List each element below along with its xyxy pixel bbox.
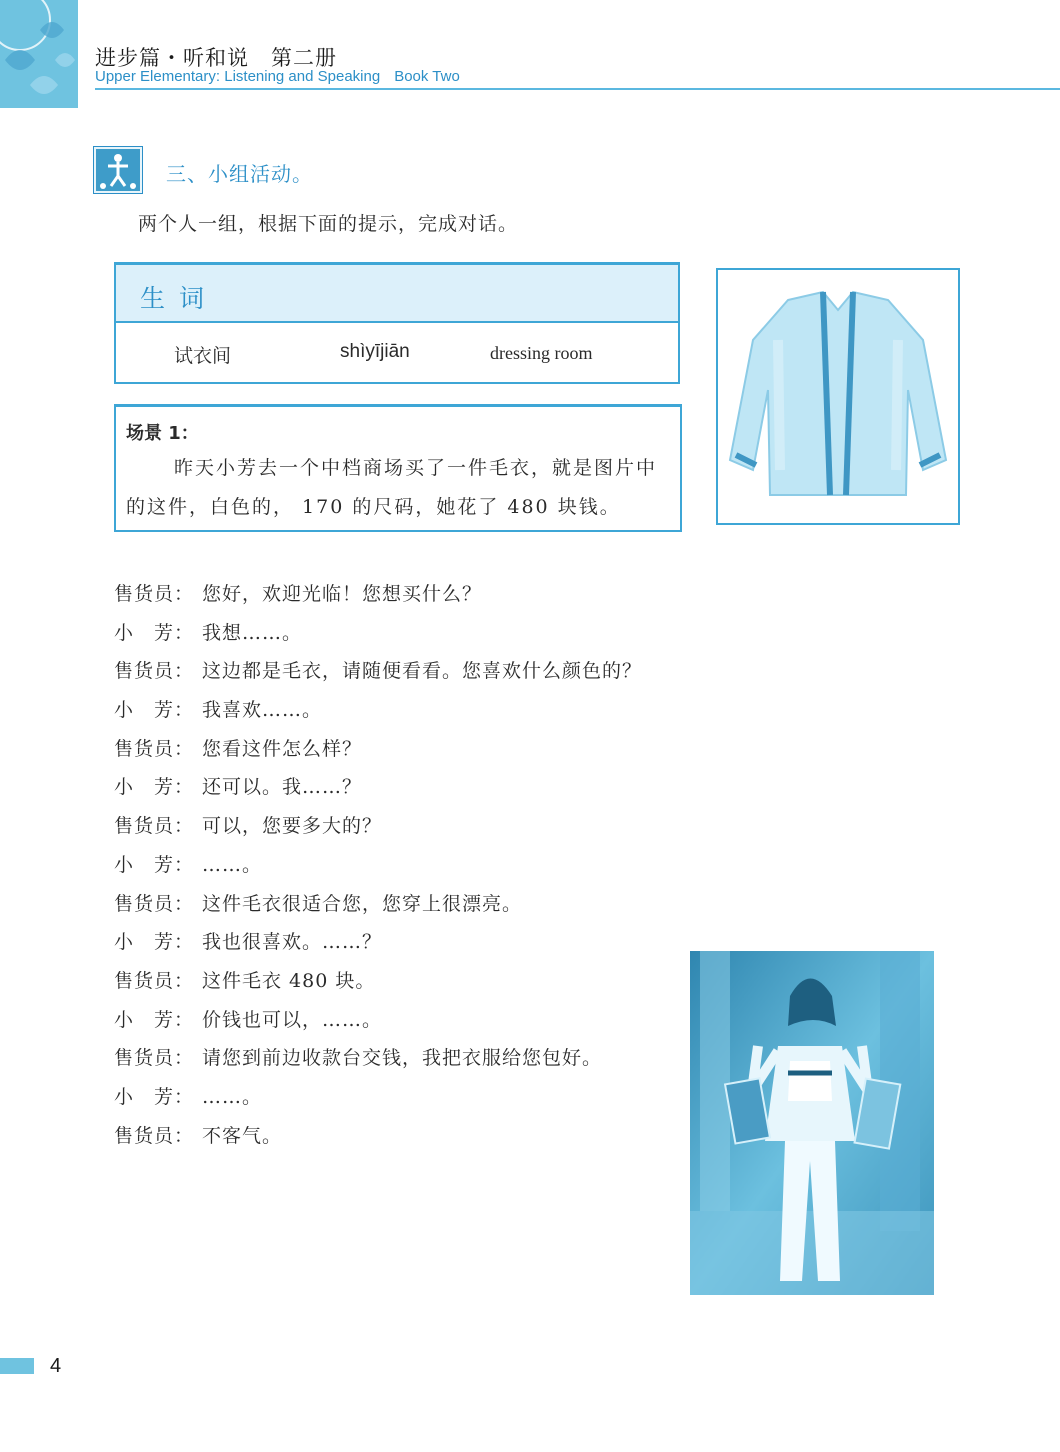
speaker: 售货员： — [114, 660, 195, 683]
vocab-pinyin: shìyījiān — [340, 341, 410, 362]
speaker: 售货员： — [114, 1124, 195, 1147]
header-subtitle-en: Upper Elementary: Listening and Speaking — [95, 68, 381, 85]
utterance: 这边都是毛衣，请随便看看。您喜欢什么颜色的？ — [202, 660, 643, 683]
header-divider — [95, 88, 1060, 90]
utterance: 我想……。 — [202, 621, 303, 644]
dialogue-line — [114, 614, 642, 653]
speaker: 小 芳： — [114, 931, 195, 954]
vocab-word: 试衣间 — [174, 345, 232, 367]
utterance: 不客气。 — [202, 1124, 283, 1147]
speaker: 售货员： — [114, 969, 195, 992]
dialogue — [114, 575, 642, 1155]
dialogue-line — [114, 1117, 642, 1156]
header-subtitle — [95, 68, 460, 85]
utterance: 您看这件怎么样？ — [202, 737, 363, 760]
page-number-bar — [0, 1358, 34, 1374]
header-title: 进步篇・听和说 第二册 — [95, 46, 337, 70]
dialogue-line — [114, 768, 642, 807]
page-number: 4 — [50, 1355, 62, 1377]
dialogue-line — [114, 1039, 642, 1078]
instruction-text: 两个人一组，根据下面的提示，完成对话。 — [138, 213, 519, 235]
utterance: ……。 — [202, 1085, 263, 1108]
speaker: 小 芳： — [114, 1008, 195, 1031]
speaker: 售货员： — [114, 815, 195, 838]
speaker: 小 芳： — [114, 1085, 195, 1108]
utterance: 价钱也可以，……。 — [202, 1008, 383, 1031]
corner-decoration — [0, 0, 78, 108]
vocabulary-header — [116, 265, 678, 323]
dialogue-line — [114, 846, 642, 885]
speaker: 小 芳： — [114, 621, 195, 644]
shopper-photo — [690, 951, 934, 1295]
sweater-image — [718, 270, 958, 523]
dialogue-line — [114, 1078, 642, 1117]
scene-box — [114, 404, 682, 532]
dialogue-line — [114, 652, 642, 691]
dialogue-line — [114, 730, 642, 769]
utterance: 可以，您要多大的？ — [202, 815, 383, 838]
vocabulary-row — [116, 323, 678, 383]
dialogue-line — [114, 575, 642, 614]
vocabulary-title: 生词 — [140, 284, 219, 313]
scene-label: 场景 1： — [126, 423, 199, 444]
vocabulary-box — [114, 262, 680, 384]
speaker: 小 芳： — [114, 699, 195, 722]
speaker: 售货员： — [114, 583, 195, 605]
speaker: 小 芳： — [114, 853, 195, 876]
utterance: 还可以。我……？ — [202, 776, 363, 799]
vocab-english: dressing room — [490, 343, 593, 363]
speaker: 售货员： — [114, 1047, 195, 1070]
scene-text: 昨天小芳去一个中档商场买了一件毛衣，就是图片中的这件，白色的， 170 的尺码，她花了 480 块钱。 — [126, 457, 658, 518]
dialogue-line — [114, 1001, 642, 1040]
utterance: 这件毛衣很适合您，您穿上很漂亮。 — [202, 892, 523, 915]
utterance: 请您到前边收款台交钱，我把衣服给您包好。 — [202, 1047, 603, 1070]
dialogue-line — [114, 923, 642, 962]
utterance: 您好，欢迎光临！您想买什么？ — [202, 583, 483, 605]
utterance: ……。 — [202, 853, 263, 876]
dialogue-line — [114, 691, 642, 730]
speaker: 售货员： — [114, 892, 195, 915]
header-book: Book Two — [394, 68, 460, 85]
shopper-image — [690, 951, 934, 1295]
dialogue-line — [114, 807, 642, 846]
sweater-photo — [716, 268, 960, 525]
speaker: 售货员： — [114, 737, 195, 760]
utterance: 这件毛衣 480 块。 — [202, 969, 376, 992]
section-heading: 三、小组活动。 — [166, 162, 313, 186]
dialogue-line — [114, 885, 642, 924]
dialogue-line — [114, 962, 642, 1001]
utterance: 我也很喜欢。……？ — [202, 931, 383, 954]
utterance: 我喜欢……。 — [202, 699, 323, 722]
floral-pattern-icon — [0, 0, 78, 108]
speaker: 小 芳： — [114, 776, 195, 799]
group-activity-icon — [93, 146, 143, 194]
